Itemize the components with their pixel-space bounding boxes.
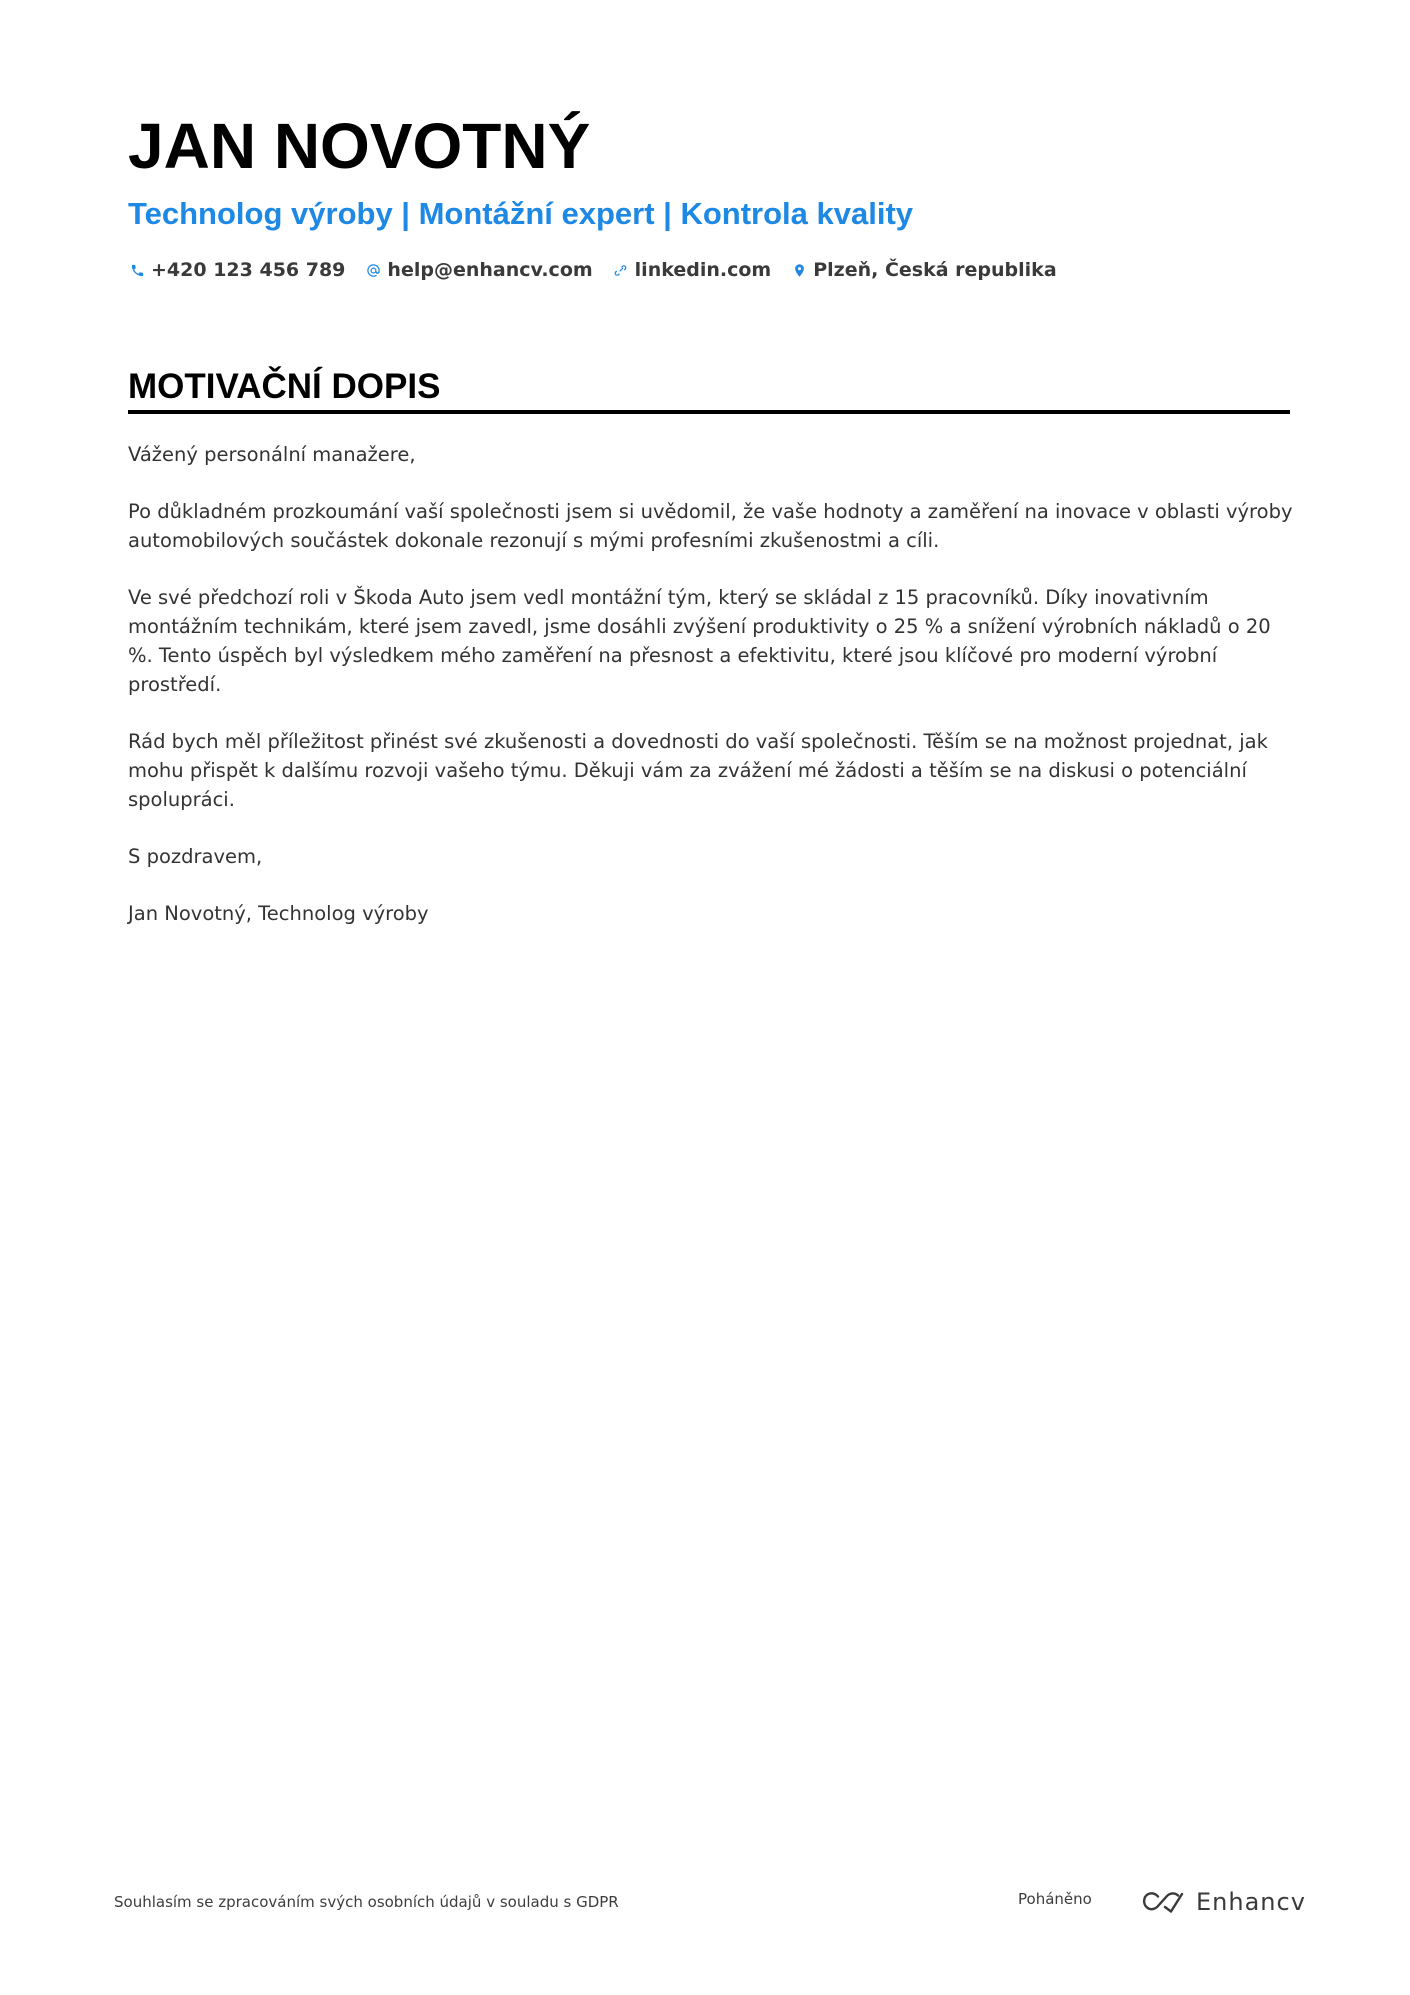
- letter-salutation: Vážený personální manažere,: [128, 443, 416, 466]
- location-pin-icon: [790, 261, 808, 279]
- contact-bar: [128, 258, 1288, 282]
- candidate-headline: Technolog výroby | Montážní expert | Kontrola kvality: [128, 196, 914, 231]
- enhancv-brand-link[interactable]: [1138, 1884, 1306, 1920]
- at-sign-icon: [364, 261, 382, 279]
- link-icon: [612, 261, 630, 279]
- contact-phone: [128, 259, 345, 281]
- candidate-name: JAN NOVOTNÝ: [128, 110, 591, 182]
- section-title: MOTIVAČNÍ DOPIS: [128, 367, 441, 406]
- letter-signature: Jan Novotný, Technolog výroby: [128, 902, 429, 925]
- letter-paragraph: Ve své předchozí roli v Škoda Auto jsem vedl montážní tým, který se skládal z 15 pracovníků. Díky inovativním montážním technikám, které jsem zavedl, jsme dosáhli zvýšení produktivity o 25 % a snížení výrobních nákladů o 20 %. Tento úspěch byl výsledkem mého zaměření na přesnost a efektivitu, které jsou klíčové pro moderní výrobní prostředí.: [128, 586, 1271, 696]
- contact-email-text[interactable]: help@enhancv.com: [387, 259, 593, 281]
- phone-icon: [128, 261, 146, 279]
- letter-paragraph: Rád bych měl příležitost přinést své zkušenosti a dovednosti do vaší společnosti. Těším se na možnost projednat, jak mohu přispět k dalšímu rozvoji vašeho týmu. Děkuji vám za zvážení mé žádosti a těším se na diskusi o potenciální spolupráci.: [128, 730, 1268, 811]
- powered-by-label: Poháněno: [1018, 1890, 1092, 1908]
- header: [128, 108, 1288, 282]
- enhancv-wordmark: Enhancv: [1196, 1888, 1306, 1916]
- letter-paragraph: Po důkladném prozkoumání vaší společnosti jsem si uvědomil, že vaše hodnoty a zaměření na inovace v oblasti výroby automobilových součástek dokonale rezonují s mými profesními zkušenostmi a cíli.: [128, 500, 1293, 552]
- letter-body: [128, 440, 1293, 956]
- contact-linkedin[interactable]: [612, 259, 772, 281]
- contact-location: [790, 259, 1056, 281]
- contact-phone-text: +420 123 456 789: [151, 259, 346, 281]
- contact-linkedin-text[interactable]: linkedin.com: [634, 259, 772, 281]
- gdpr-consent-text: Souhlasím se zpracováním svých osobních údajů v souladu s GDPR: [114, 1893, 619, 1911]
- enhancv-logo-icon: [1138, 1887, 1186, 1917]
- contact-email[interactable]: [364, 259, 592, 281]
- section-divider: [128, 410, 1290, 414]
- letter-closing: S pozdravem,: [128, 845, 263, 868]
- contact-location-text: Plzeň, Česká republika: [813, 259, 1057, 281]
